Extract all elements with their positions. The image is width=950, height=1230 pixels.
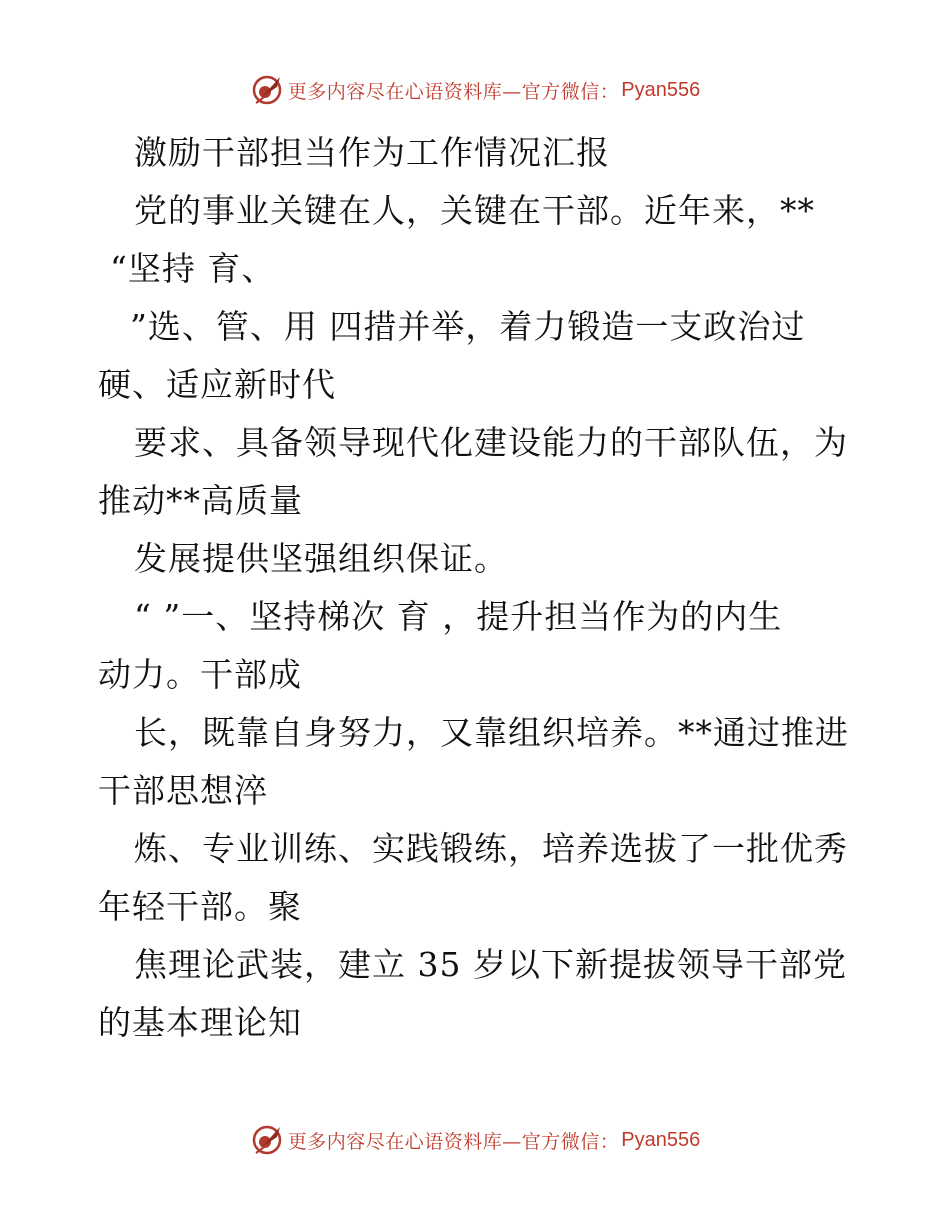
- watermark-text: 更多内容尽在心语资料库—官方微信：: [287, 80, 620, 103]
- text-line: 炼、专业训练、实践锻练，培养选拔了一批优秀: [134, 829, 848, 868]
- text-line: “坚持 育、: [110, 249, 276, 288]
- text-line: 硬、适应新时代: [98, 365, 336, 404]
- text-line: 要求、具备领导现代化建设能力的干部队伍，为: [134, 423, 848, 462]
- text-line: 干部思想淬: [98, 771, 268, 810]
- quill-logo-icon: [250, 73, 284, 107]
- footer-watermark: [0, 1120, 950, 1160]
- text-line: 的基本理论知: [98, 1003, 302, 1042]
- watermark-id: Pyan556: [621, 1128, 701, 1151]
- text-line: 推动**高质量: [98, 481, 303, 520]
- text-line: 党的事业关键在人，关键在干部。近年来，**: [134, 191, 815, 230]
- text-line: 发展提供坚强组织保证。: [134, 539, 508, 578]
- watermark-text: 更多内容尽在心语资料库—官方微信：: [287, 1130, 620, 1153]
- text-line: 焦理论武装，建立 35 岁以下新提拔领导干部党: [134, 945, 847, 984]
- section-heading: “ ”一、坚持梯次 育 ，提升担当作为的内生: [134, 597, 783, 636]
- header-watermark: [0, 70, 950, 110]
- document-body: [98, 124, 858, 1052]
- quill-logo-icon: [250, 1123, 284, 1157]
- text-line: 动力。干部成: [98, 655, 302, 694]
- text-line: 长，既靠自身努力，又靠组织培养。**通过推进: [134, 713, 849, 752]
- text-line: 年轻干部。聚: [98, 887, 302, 926]
- document-title: 激励干部担当作为工作情况汇报: [134, 133, 610, 172]
- watermark-id: Pyan556: [621, 78, 701, 101]
- text-line: ”选、管、用 四措并举，着力锻造一支政治过: [130, 307, 806, 346]
